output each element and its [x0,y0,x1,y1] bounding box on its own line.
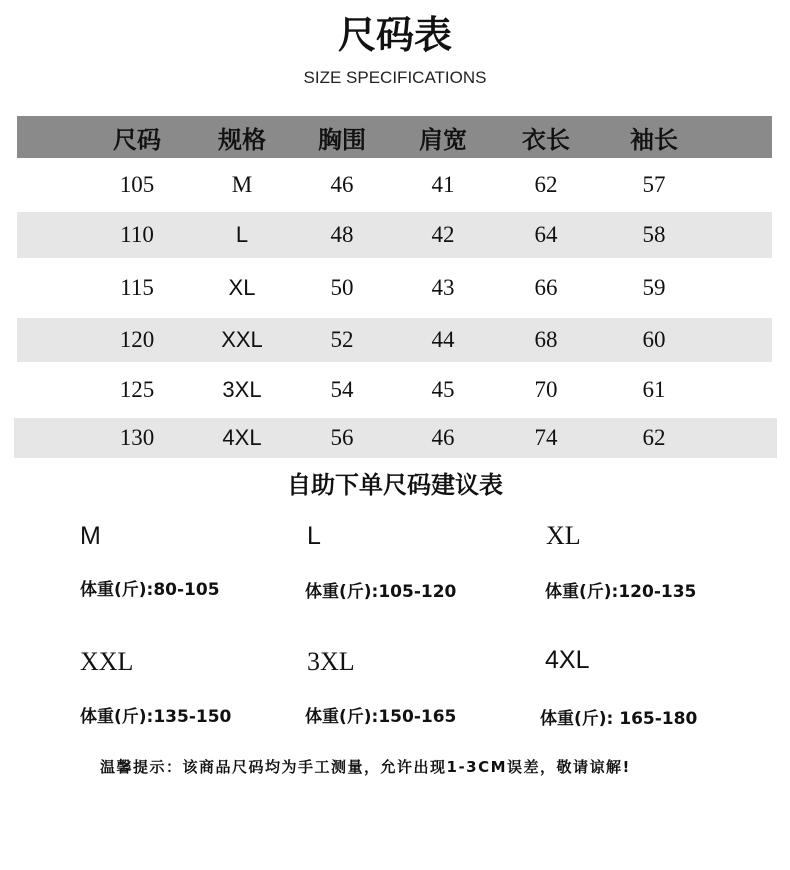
table-row [17,160,772,210]
shoulder-cell: 45 [431,377,455,402]
recommend-weight-range: 体重(斤):120-135 [545,582,697,602]
chest-cell: 50 [330,275,354,300]
length-cell: 62 [534,172,558,197]
size-code-cell: 105 [119,172,155,197]
recommend-size-label: 3XL [307,647,355,676]
table-row [17,262,772,314]
sleeve-cell: 58 [642,222,666,247]
length-cell: 74 [534,425,558,450]
length-cell: 70 [534,377,558,402]
sleeve-cell: 60 [642,327,666,352]
size-code-cell: 120 [119,327,155,352]
page-title: 尺码表 [337,13,452,57]
size-code-cell: 125 [119,377,155,402]
shoulder-cell: 46 [431,425,455,450]
recommend-weight-range: 体重(斤):105-120 [305,582,457,602]
measurement-note: 温馨提示：该商品尺码均为手工测量，允许出现1-3CM误差，敬请谅解! [100,758,631,776]
page-subtitle: SIZE SPECIFICATIONS [303,68,487,87]
chest-cell: 56 [330,425,354,450]
recommend-weight-range: 体重(斤):135-150 [80,707,232,727]
header-size-code: 尺码 [113,125,161,154]
sleeve-cell: 59 [642,275,666,300]
length-cell: 68 [534,327,558,352]
shoulder-cell: 43 [431,275,455,300]
size-label-cell: 4XL [222,425,262,450]
table-header-row [17,116,772,158]
recommend-weight-range: 体重(斤):150-165 [305,707,457,727]
size-code-cell: 130 [119,425,155,450]
chest-cell: 46 [330,172,354,197]
length-cell: 66 [534,275,558,300]
shoulder-cell: 41 [431,172,455,197]
header-size-label: 规格 [218,125,266,154]
size-label-cell: L [235,222,249,247]
chest-cell: 48 [330,222,354,247]
recommend-size-label: XXL [80,647,134,676]
size-label-cell: XXL [221,327,263,352]
recommend-title: 自助下单尺码建议表 [287,471,503,499]
size-code-cell: 110 [120,222,154,247]
sleeve-cell: 62 [642,425,666,450]
recommend-weight-range: 体重(斤): 165-180 [540,709,698,729]
table-row [17,364,772,416]
shoulder-cell: 42 [431,222,455,247]
header-chest: 胸围 [318,125,366,154]
recommend-size-label: XL [546,521,581,550]
table-row [17,318,772,362]
sleeve-cell: 57 [642,172,666,197]
size-label-cell: M [231,172,253,197]
recommend-weight-range: 体重(斤):80-105 [80,580,220,600]
header-shoulder: 肩宽 [419,125,467,154]
recommend-size-label: 4XL [545,646,590,674]
length-cell: 64 [534,222,558,247]
header-sleeve: 袖长 [630,125,678,154]
recommend-size-label: M [80,522,101,550]
recommend-size-label: L [307,522,321,550]
size-label-cell: XL [228,275,256,300]
table-row [14,418,777,458]
table-row [17,212,772,258]
chest-cell: 52 [330,327,354,352]
sleeve-cell: 61 [642,377,666,402]
chest-cell: 54 [330,377,354,402]
shoulder-cell: 44 [431,327,455,352]
size-label-cell: 3XL [222,377,262,402]
header-length: 衣长 [522,125,570,154]
size-code-cell: 115 [120,275,154,300]
